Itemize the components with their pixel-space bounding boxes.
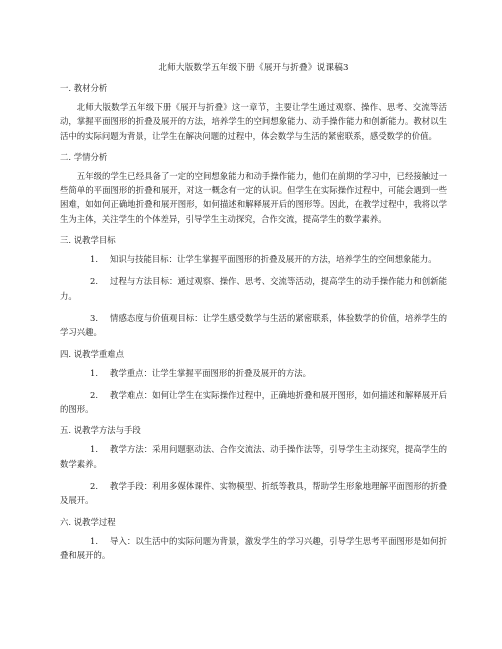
paragraph: 北师大版数学五年级下册《展开与折叠》这一章节，主要让学生通过观察、操作、思考、交流等活动，掌握平面图形的折叠及展开的方法，培养学生的空间想象能力、动手操作能力和创新能力。教材以生活中的实际问题为背景，让学生在解决问题的过程中，体会数学与生活的紧密联系，感受数学的价值。 [60,102,447,141]
list-number: 2. [90,276,98,287]
list-text: 教学方法：采用问题驱动法、合作交流法、动手操作法等，引导学生主动探究，提高学生的数学素养。 [60,444,447,469]
list-text: 情感态度与价值观目标：让学生感受数学与生活的紧密联系，体验数学的价值，培养学生的学习兴趣。 [60,312,447,338]
document-page [60,62,447,570]
list-number: 3. [90,312,98,323]
section-heading: 六. 说教学过程 [60,516,116,527]
list-number: 1. [90,444,98,455]
list-item [60,442,447,471]
list-text: 知识与技能目标：让学生掌握平面图形的折叠及展开的方法，培养学生的空间想象能力。 [110,254,437,265]
list-number: 1. [90,535,98,546]
list-number: 2. [90,481,98,492]
list-item [60,366,447,380]
list-number: 1. [90,254,98,265]
list-item [60,311,447,340]
list-item [60,388,447,417]
section-heading: 三. 说教学目标 [60,235,116,246]
list-text: 过程与方法目标：通过观察、操作、思考、交流等活动，提高学生的动手操作能力和创新能力。 [60,276,447,301]
list-text: 教学手段：利用多媒体课件、实物模型、折纸等教具，帮助学生形象地理解平面图形的折叠及展开。 [60,481,447,506]
list-item [60,534,447,563]
list-item [60,479,447,508]
list-item [60,274,447,303]
list-text: 导入：以生活中的实际问题为背景，激发学生的学习兴趣，引导学生思考平面图形是如何折叠和展开的。 [60,535,447,560]
list-number: 2. [90,389,98,400]
paragraph: 五年级的学生已经具备了一定的空间想象能力和动手操作能力，他们在前期的学习中，已经接触过一些简单的平面图形的折叠和展开，对这一概念有一定的认识。但学生在实际操作过程中，可能会遇到一些困难，如如何正确地折叠和展开图形，如何描述和解释展开后的图形等。因此，在教学过程中，我将以学生为主体，关注学生的个体差异，引导学生主动探究，合作交流，提高学生的数学素养。 [60,170,447,224]
document-title: 北师大版数学五年级下册《展开与折叠》说课稿3 [158,63,349,73]
section-heading: 一. 教材分析 [60,83,108,93]
list-text: 教学难点：如何让学生在实际操作过程中，正确地折叠和展开图形，如何描述和解释展开后的图形。 [60,389,447,415]
section-heading: 五. 说教学方法与手段 [60,425,141,436]
list-text: 教学重点：让学生掌握平面图形的折叠及展开的方法。 [110,367,311,378]
section-heading: 四. 说教学重难点 [60,348,124,359]
list-item [60,252,447,266]
list-number: 1. [90,367,98,378]
section-heading: 二. 学情分析 [60,151,108,162]
